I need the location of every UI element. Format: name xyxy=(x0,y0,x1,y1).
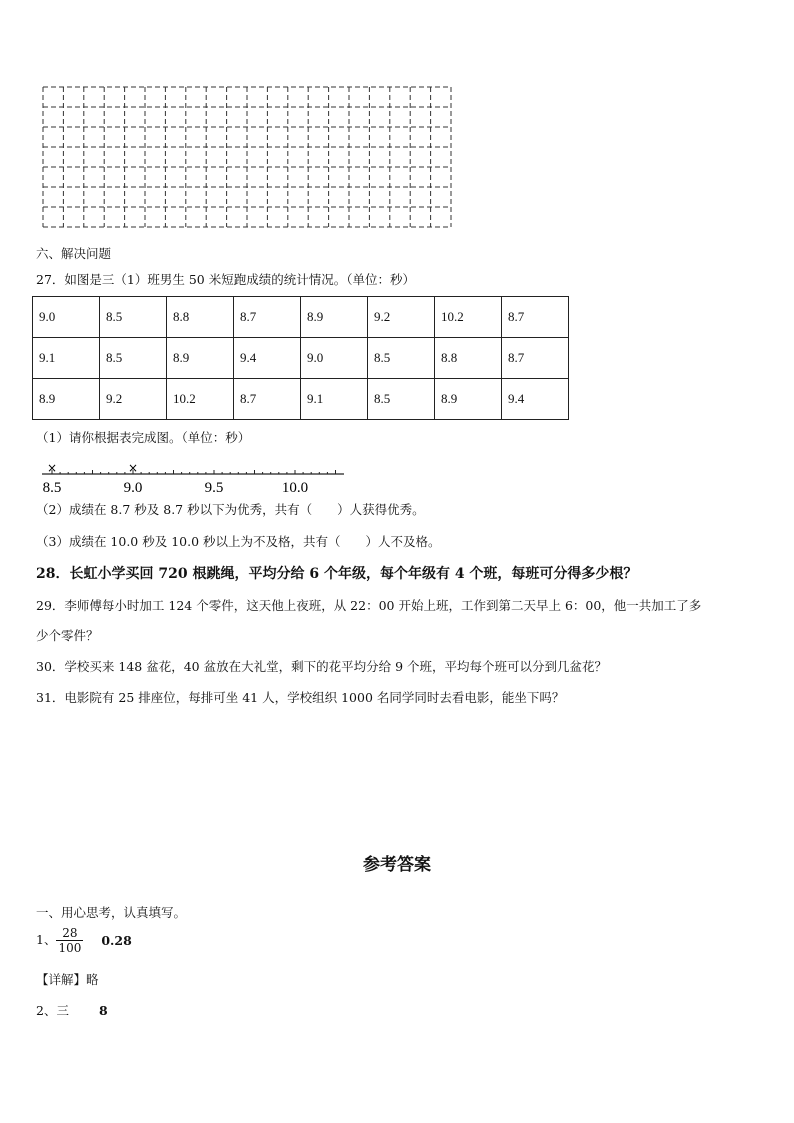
answers-section-1: 一、用心思考，认真填写。 xyxy=(36,905,187,920)
table-row xyxy=(33,297,569,338)
score-table xyxy=(32,296,569,420)
table-row xyxy=(33,379,569,420)
number-line-label: 8.5 xyxy=(42,480,62,496)
table-cell: 8.7 xyxy=(502,297,569,338)
question-27-sub2: （2）成绩在 8.7 秒及 8.7 秒以下为优秀，共有（ ）人获得优秀。 xyxy=(36,502,425,517)
question-29-line1: 29．李师傅每小时加工 124 个零件，这天他上夜班，从 22：00 开始上班，工作到第二天早上 6：00，他一共加工了多 xyxy=(36,598,702,613)
answer-1-fraction xyxy=(56,926,83,955)
answer-1 xyxy=(36,926,132,955)
table-cell: 8.5 xyxy=(368,338,435,379)
table-cell: 9.1 xyxy=(33,338,100,379)
table-cell: 9.0 xyxy=(33,297,100,338)
table-cell: 9.2 xyxy=(368,297,435,338)
number-line-label: 9.5 xyxy=(204,480,224,496)
question-30: 30．学校买来 148 盆花，40 盆放在大礼堂，剩下的花平均分给 9 个班，平均每个班可以分到几盆花？ xyxy=(36,659,607,674)
answer-1-detail: 【详解】略 xyxy=(36,972,99,987)
dashed-grid xyxy=(42,86,452,228)
table-cell: 10.2 xyxy=(435,297,502,338)
table-cell: 9.0 xyxy=(301,338,368,379)
answer-2-value-2: 8 xyxy=(98,1003,108,1018)
table-cell: 8.7 xyxy=(502,338,569,379)
question-27-sub1: （1）请你根据表完成图。（单位：秒） xyxy=(36,430,251,445)
answers-title: 参考答案 xyxy=(363,855,431,875)
table-cell: 9.4 xyxy=(502,379,569,420)
fraction-denominator: 100 xyxy=(58,941,82,955)
fraction-numerator: 28 xyxy=(56,926,83,941)
table-cell: 8.5 xyxy=(100,297,167,338)
number-line-cross-mark: × xyxy=(127,461,139,475)
table-cell: 8.9 xyxy=(301,297,368,338)
number-line-cross-mark: × xyxy=(46,461,58,475)
answer-2 xyxy=(36,1001,108,1019)
table-cell: 9.4 xyxy=(234,338,301,379)
table-cell: 8.5 xyxy=(368,379,435,420)
table-cell: 8.9 xyxy=(167,338,234,379)
answer-2-prefix: 2、 xyxy=(36,1003,57,1018)
table-cell: 8.7 xyxy=(234,379,301,420)
table-cell: 8.9 xyxy=(435,379,502,420)
answer-2-value-1: 三 xyxy=(56,1003,69,1018)
question-31: 31．电影院有 25 排座位，每排可坐 41 人，学校组织 1000 名同学同时去看电影，能坐下吗？ xyxy=(36,690,565,705)
table-row xyxy=(33,338,569,379)
table-cell: 9.1 xyxy=(301,379,368,420)
table-cell: 8.9 xyxy=(33,379,100,420)
question-27: 27．如图是三（1）班男生 50 米短跑成绩的统计情况。（单位：秒） xyxy=(36,272,415,287)
section-title-solve: 六、解决问题 xyxy=(36,246,112,261)
table-cell: 8.7 xyxy=(234,297,301,338)
table-cell: 8.8 xyxy=(167,297,234,338)
question-29-line2: 少个零件？ xyxy=(36,628,99,643)
table-cell: 8.5 xyxy=(100,338,167,379)
question-28: 28．长虹小学买回 720 根跳绳，平均分给 6 个年级，每个年级有 4 个班，每班可分得多少根？ xyxy=(36,566,638,582)
table-cell: 8.8 xyxy=(435,338,502,379)
table-cell: 9.2 xyxy=(100,379,167,420)
number-line-label: 9.0 xyxy=(123,480,143,496)
question-27-sub3: （3）成绩在 10.0 秒及 10.0 秒以上为不及格，共有（ ）人不及格。 xyxy=(36,534,441,549)
answer-1-prefix: 1、 xyxy=(36,932,57,947)
number-line-label: 10.0 xyxy=(281,480,309,496)
answer-1-value: 0.28 xyxy=(101,933,132,948)
number-line xyxy=(38,460,348,496)
table-cell: 10.2 xyxy=(167,379,234,420)
